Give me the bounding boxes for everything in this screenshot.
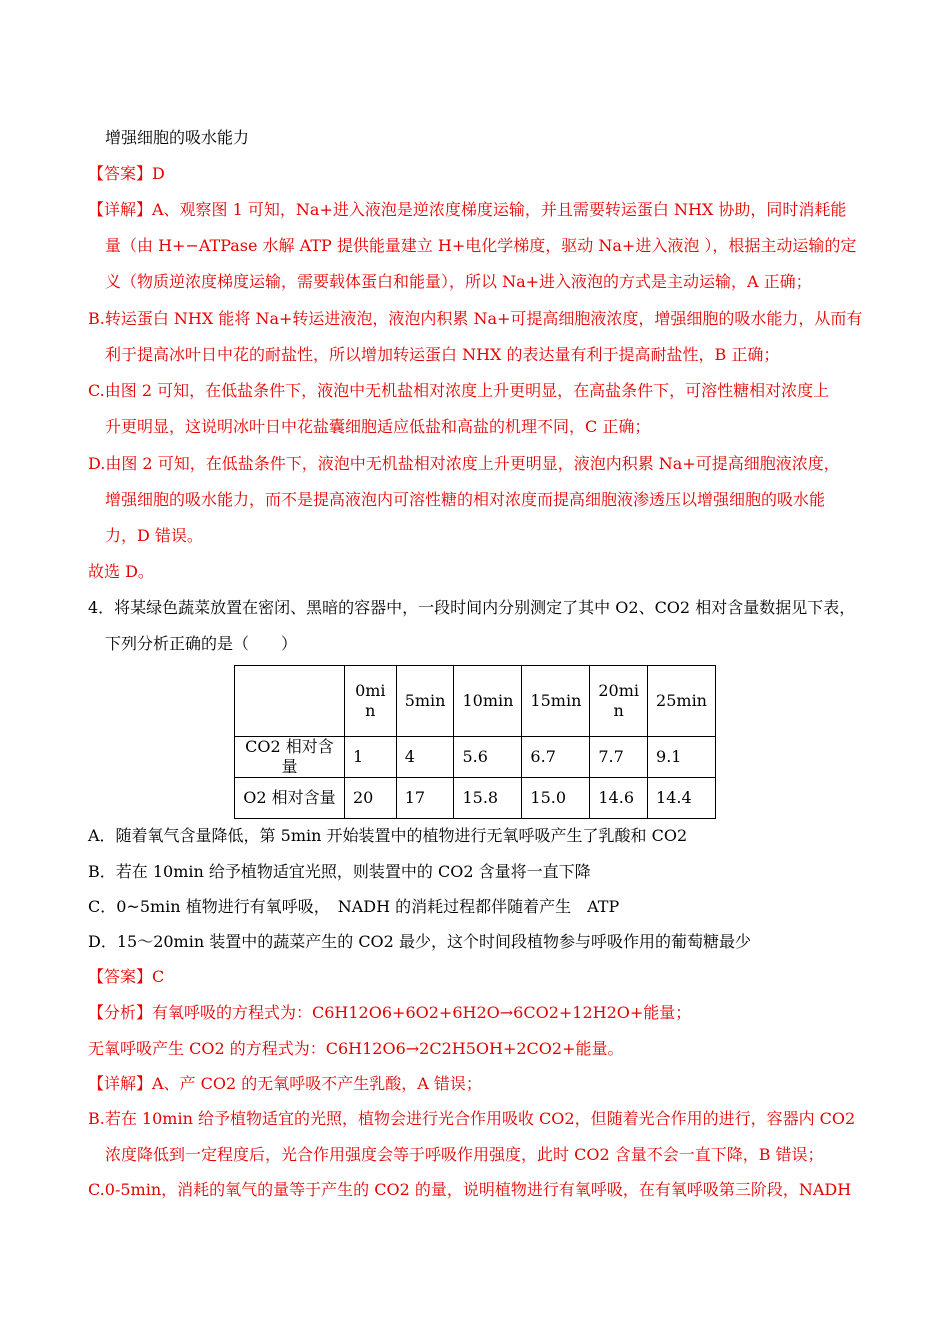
explanation-line: C.由图 2 可知，在低盐条件下，液泡中无机盐相对浓度上升更明显，在高盐条件下，可溶性糖相对浓度上 — [88, 381, 830, 400]
text-line: 增强细胞的吸水能力 — [105, 128, 250, 147]
table-header-cell: 20mi n — [590, 666, 648, 737]
data-table — [234, 665, 716, 819]
explanation-line: B.若在 10min 给予植物适宜的光照，植物会进行光合作用吸收 CO2，但随着光合作用的进行，容器内 CO2 — [88, 1109, 856, 1128]
table-cell: CO2 相对含量 — [235, 737, 345, 778]
table-cell: 14.4 — [648, 778, 716, 819]
explanation-line: 【详解】A、观察图 1 可知，Na+进入液泡是逆浓度梯度运输，并且需要转运蛋白 NHX 协助，同时消耗能 — [88, 200, 847, 219]
answer-label: 【答案】D — [88, 164, 165, 183]
table-cell: 17 — [396, 778, 454, 819]
option-a: A．随着氧气含量降低，第 5min 开始装置中的植物进行无氧呼吸产生了乳酸和 CO2 — [88, 826, 688, 845]
table-header-cell: 15min — [522, 666, 590, 737]
table-row — [235, 737, 716, 778]
table-header-cell: 10min — [454, 666, 522, 737]
conclusion-line: 故选 D。 — [88, 562, 154, 581]
table-header-cell: 0mi n — [344, 666, 396, 737]
table-header-cell: 25min — [648, 666, 716, 737]
explanation-line: 义（物质逆浓度梯度运输，需要载体蛋白和能量），所以 Na+进入液泡的方式是主动运输，A 正确； — [105, 272, 812, 291]
analysis-line: 【分析】有氧呼吸的方程式为：C6H12O6+6O2+6H2O→6CO2+12H2O+能量； — [88, 1003, 692, 1022]
table-row — [235, 778, 716, 819]
table-cell: 7.7 — [590, 737, 648, 778]
table-cell: 4 — [396, 737, 454, 778]
table-cell: 5.6 — [454, 737, 522, 778]
explanation-line: 量（由 H+−ATPase 水解 ATP 提供能量建立 H+电化学梯度，驱动 Na+进入液泡 ），根据主动运输的定 — [105, 236, 857, 255]
explanation-line: 升更明显，这说明冰叶日中花盐囊细胞适应低盐和高盐的机理不同，C 正确； — [105, 417, 651, 436]
explanation-line: 浓度降低到一定程度后，光合作用强度会等于呼吸作用强度，此时 CO2 含量不会一直下降，B 错误； — [105, 1145, 824, 1164]
explanation-line: D.由图 2 可知，在低盐条件下，液泡中无机盐相对浓度上升更明显，液泡内积累 Na+可提高细胞液浓度， — [88, 454, 840, 473]
analysis-line: 无氧呼吸产生 CO2 的方程式为：C6H12O6→2C2H5OH+2CO2+能量。 — [88, 1039, 624, 1058]
explanation-line: C.0-5min，消耗的氧气的量等于产生的 CO2 的量，说明植物进行有氧呼吸，在有氧呼吸第三阶段，NADH — [88, 1180, 852, 1199]
option-d: D．15～20min 装置中的蔬菜产生的 CO2 最少，这个时间段植物参与呼吸作用的葡萄糖最少 — [88, 932, 751, 951]
table-cell: O2 相对含量 — [235, 778, 345, 819]
explanation-line: 利于提高冰叶日中花的耐盐性，所以增加转运蛋白 NHX 的表达量有利于提高耐盐性，B 正确； — [105, 345, 780, 364]
table-header-cell: 5min — [396, 666, 454, 737]
option-c: C．0~5min 植物进行有氧呼吸， NADH 的消耗过程都伴随着产生 ATP — [88, 897, 620, 916]
table-header-row — [235, 666, 716, 737]
table-cell: 1 — [344, 737, 396, 778]
explanation-line: 力，D 错误。 — [105, 526, 203, 545]
question-stem: 下列分析正确的是（ ） — [105, 634, 298, 653]
table-cell: 15.0 — [522, 778, 590, 819]
table-header-cell — [235, 666, 345, 737]
explanation-line: 增强细胞的吸水能力，而不是提高液泡内可溶性糖的相对浓度而提高细胞液渗透压以增强细胞的吸水能 — [105, 490, 826, 509]
explanation-line: 【详解】A、产 CO2 的无氧呼吸不产生乳酸，A 错误； — [88, 1074, 482, 1093]
answer-label: 【答案】C — [88, 967, 165, 986]
table-cell: 15.8 — [454, 778, 522, 819]
explanation-line: B.转运蛋白 NHX 能将 Na+转运进液泡，液泡内积累 Na+可提高细胞液浓度，增强细胞的吸水能力，从而有 — [88, 309, 863, 328]
option-b: B．若在 10min 给予植物适宜光照，则装置中的 CO2 含量将一直下降 — [88, 862, 591, 881]
question-stem: 4．将某绿色蔬菜放置在密闭、黑暗的容器中，一段时间内分别测定了其中 O2、CO2 相对含量数据见下表， — [88, 598, 856, 617]
table-cell: 20 — [344, 778, 396, 819]
table-cell: 9.1 — [648, 737, 716, 778]
table-cell: 14.6 — [590, 778, 648, 819]
table-cell: 6.7 — [522, 737, 590, 778]
